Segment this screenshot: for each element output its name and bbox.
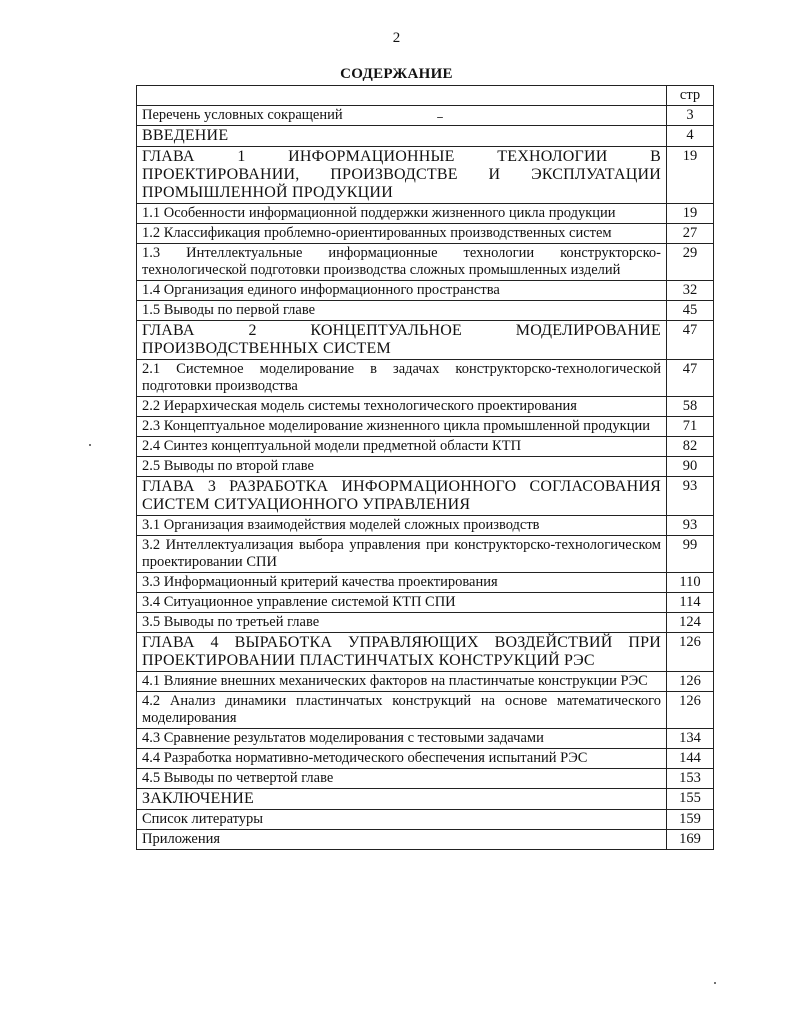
toc-row <box>137 573 714 593</box>
table-of-contents <box>136 85 714 850</box>
toc-row <box>137 281 714 301</box>
toc-entry-page: 32 <box>667 281 714 301</box>
toc-entry-title: 4.1 Влияние внешних механических факторов на пластинчатые конструкции РЭС <box>137 672 667 692</box>
toc-row <box>137 397 714 417</box>
toc-row <box>137 457 714 477</box>
toc-row <box>137 769 714 789</box>
toc-row <box>137 204 714 224</box>
toc-entry-title: 3.1 Организация взаимодействия моделей сложных производств <box>137 516 667 536</box>
toc-entry-page: 126 <box>667 633 714 672</box>
document-title: СОДЕРЖАНИЕ <box>340 66 453 82</box>
toc-entry-title: 1.3 Интеллектуальные информационные технологии конструкторско-технологической подготовки производства сложных промышленных изделий <box>137 244 667 281</box>
toc-chapter-row <box>137 477 714 516</box>
toc-entry-title: 3.5 Выводы по третьей главе <box>137 613 667 633</box>
toc-chapter-row <box>137 633 714 672</box>
toc-row <box>137 106 714 126</box>
toc-entry-title: 4.2 Анализ динамики пластинчатых конструкций на основе математического моделирования <box>137 692 667 729</box>
toc-row <box>137 244 714 281</box>
toc-entry-page: 19 <box>667 147 714 204</box>
toc-entry-page: 144 <box>667 749 714 769</box>
toc-entry-title: 3.3 Информационный критерий качества проектирования <box>137 573 667 593</box>
toc-row <box>137 516 714 536</box>
toc-row <box>137 417 714 437</box>
toc-entry-title: 4.5 Выводы по четвертой главе <box>137 769 667 789</box>
toc-header-page: стр <box>667 86 714 106</box>
toc-row <box>137 613 714 633</box>
toc-chapter-row <box>137 321 714 360</box>
toc-chapter-row <box>137 126 714 147</box>
toc-row <box>137 536 714 573</box>
toc-entry-title: Список литературы <box>137 810 667 830</box>
toc-header-title <box>137 86 667 106</box>
toc-entry-title: 2.3 Концептуальное моделирование жизненного цикла промышленной продукции <box>137 417 667 437</box>
toc-entry-page: 169 <box>667 830 714 850</box>
toc-entry-page: 155 <box>667 789 714 810</box>
toc-entry-page: 134 <box>667 729 714 749</box>
toc-entry-title: 2.2 Иерархическая модель системы технологического проектирования <box>137 397 667 417</box>
toc-entry-page: 3 <box>667 106 714 126</box>
toc-entry-page: 159 <box>667 810 714 830</box>
toc-entry-page: 93 <box>667 477 714 516</box>
toc-entry-title: 1.5 Выводы по первой главе <box>137 301 667 321</box>
toc-entry-title: ГЛАВА 3 РАЗРАБОТКА ИНФОРМАЦИОННОГО СОГЛАСОВАНИЯ СИСТЕМ СИТУАЦИОННОГО УПРАВЛЕНИЯ <box>137 477 667 516</box>
toc-entry-page: 110 <box>667 573 714 593</box>
toc-chapter-row <box>137 789 714 810</box>
scan-speck <box>437 117 443 118</box>
toc-entry-page: 82 <box>667 437 714 457</box>
toc-entry-title: ЗАКЛЮЧЕНИЕ <box>137 789 667 810</box>
toc-entry-page: 90 <box>667 457 714 477</box>
toc-row <box>137 224 714 244</box>
scan-speck <box>89 444 91 446</box>
toc-entry-title: 3.2 Интеллектуализация выбора управления при конструкторско-технологическом проектировании СПИ <box>137 536 667 573</box>
toc-entry-page: 19 <box>667 204 714 224</box>
toc-row <box>137 437 714 457</box>
toc-entry-page: 4 <box>667 126 714 147</box>
toc-entry-page: 27 <box>667 224 714 244</box>
toc-row <box>137 593 714 613</box>
toc-row <box>137 810 714 830</box>
toc-row <box>137 672 714 692</box>
toc-entry-page: 58 <box>667 397 714 417</box>
toc-entry-title: ВВЕДЕНИЕ <box>137 126 667 147</box>
toc-entry-page: 126 <box>667 672 714 692</box>
toc-entry-page: 114 <box>667 593 714 613</box>
toc-entry-page: 29 <box>667 244 714 281</box>
toc-entry-title: Приложения <box>137 830 667 850</box>
toc-entry-title: ГЛАВА 2 КОНЦЕПТУАЛЬНОЕ МОДЕЛИРОВАНИЕ ПРОИЗВОДСТВЕННЫХ СИСТЕМ <box>137 321 667 360</box>
toc-entry-title: ГЛАВА 1 ИНФОРМАЦИОННЫЕ ТЕХНОЛОГИИ В ПРОЕКТИРОВАНИИ, ПРОИЗВОДСТВЕ И ЭКСПЛУАТАЦИИ ПРОМЫШЛЕННОЙ ПРОДУКЦИИ <box>137 147 667 204</box>
toc-entry-page: 153 <box>667 769 714 789</box>
toc-entry-page: 93 <box>667 516 714 536</box>
toc-entry-page: 47 <box>667 360 714 397</box>
toc-entry-title: 4.3 Сравнение результатов моделирования с тестовыми задачами <box>137 729 667 749</box>
scan-speck <box>714 982 716 984</box>
toc-entry-title: 1.4 Организация единого информационного пространства <box>137 281 667 301</box>
toc-row <box>137 360 714 397</box>
toc-entry-title: 4.4 Разработка нормативно-методического обеспечения испытаний РЭС <box>137 749 667 769</box>
toc-entry-title: 1.2 Классификация проблемно-ориентированных производственных систем <box>137 224 667 244</box>
toc-entry-title: Перечень условных сокращений <box>137 106 667 126</box>
toc-row <box>137 301 714 321</box>
toc-entry-page: 71 <box>667 417 714 437</box>
toc-row <box>137 729 714 749</box>
toc-row <box>137 692 714 729</box>
toc-chapter-row <box>137 147 714 204</box>
toc-entry-page: 99 <box>667 536 714 573</box>
toc-header-row <box>137 86 714 106</box>
toc-entry-title: 3.4 Ситуационное управление системой КТП СПИ <box>137 593 667 613</box>
toc-entry-page: 124 <box>667 613 714 633</box>
page-number: 2 <box>392 30 401 46</box>
toc-entry-page: 45 <box>667 301 714 321</box>
toc-entry-title: 1.1 Особенности информационной поддержки жизненного цикла продукции <box>137 204 667 224</box>
toc-row <box>137 830 714 850</box>
toc-entry-title: 2.4 Синтез концептуальной модели предметной области КТП <box>137 437 667 457</box>
toc-entry-page: 47 <box>667 321 714 360</box>
toc-row <box>137 749 714 769</box>
toc-entry-title: ГЛАВА 4 ВЫРАБОТКА УПРАВЛЯЮЩИХ ВОЗДЕЙСТВИЙ ПРИ ПРОЕКТИРОВАНИИ ПЛАСТИНЧАТЫХ КОНСТРУКЦИЙ РЭС <box>137 633 667 672</box>
toc-entry-page: 126 <box>667 692 714 729</box>
toc-entry-title: 2.5 Выводы по второй главе <box>137 457 667 477</box>
toc-entry-title: 2.1 Системное моделирование в задачах конструкторско-технологической подготовки производства <box>137 360 667 397</box>
